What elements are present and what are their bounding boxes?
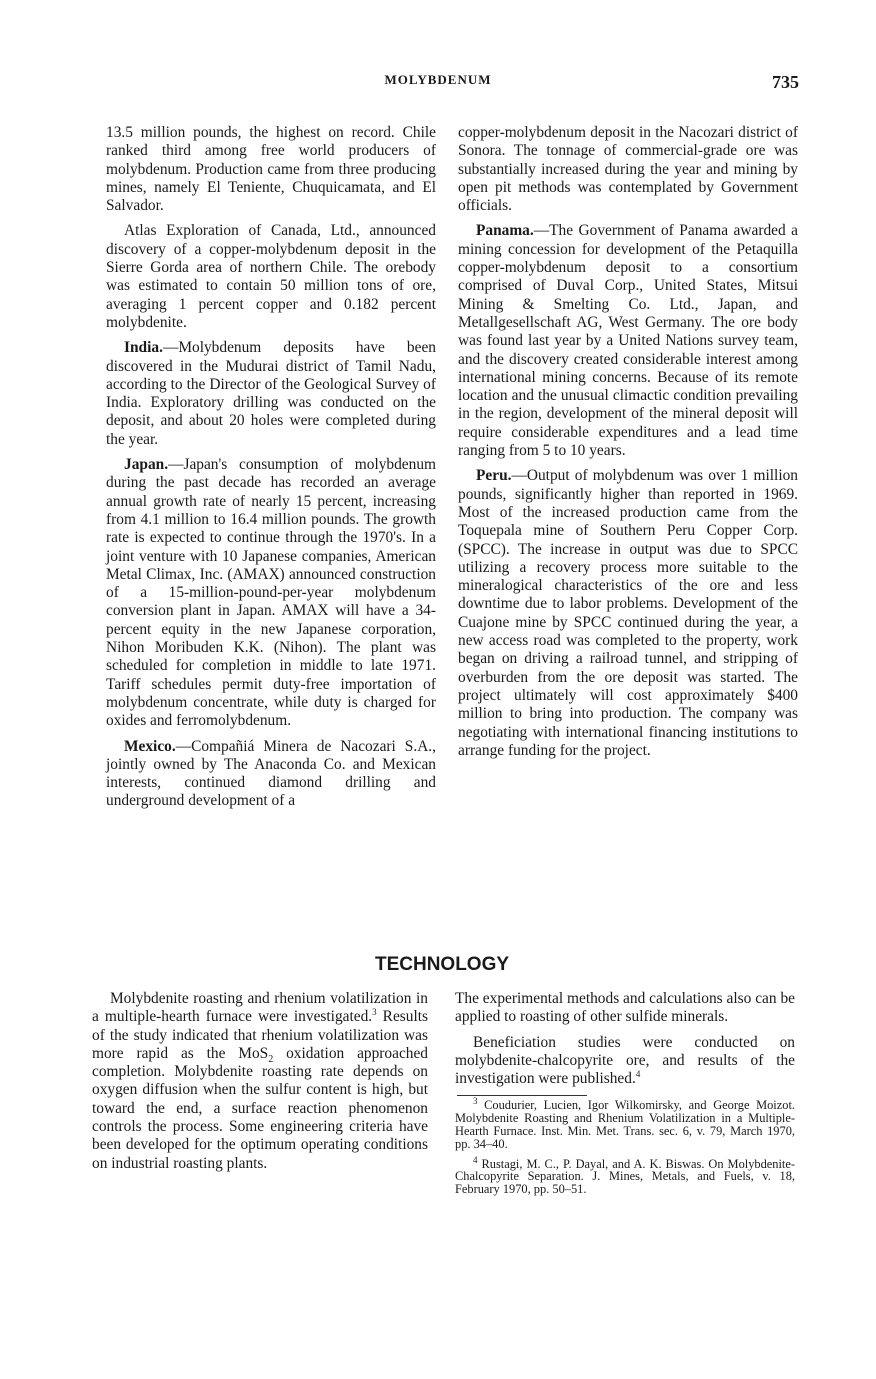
section-heading-technology: TECHNOLOGY (374, 954, 510, 975)
atlas-paragraph: Atlas Exploration of Canada, Ltd., announced discovery of a copper-molybdenum deposit in the Sierre Gorda area of northern Chile. The orebody was estimated to contain 50 million tons of ore, averaging 1 percent copper and 0.182 percent molybdenite. (106, 222, 436, 331)
footnote-3 (455, 1096, 795, 1151)
beneficiation-text: Beneficiation studies were conducted on molybdenite-chalcopyrite ore, and results of the investigation were published. (455, 1033, 795, 1088)
left-column-top (106, 124, 436, 818)
india-paragraph (106, 339, 436, 449)
peru-text: —Output of molybdenum was over 1 million pounds, significantly higher than reported in 1969. Most of the increased production came from the Toquepala mine of Southern Peru Copper Corp. (SPCC). The increase in output was due to SPCC utilizing a recovery process more suitable to the mineralogical characteristics of the ore and less downtime due to labor problems. Development of the Cuajone mine by SPCC continued during the year, a new access road was completed to the property, work began on driving a railroad tunnel, and stripping of overburden from the ore deposit was started. The project ultimately will cost approximately $400 million to bring into production. The company was negotiating with international financing institutions to arrange funding for the project. (458, 467, 798, 759)
footnote-3-text: Coudurier, Lucien, Igor Wilkomirsky, and George Moizot. Molybdenite Roasting and Rhenium Volatilization in a Multiple-Hearth Furnace. Inst. Min. Met. Trans. sec. 6, v. 79, March 1970, pp. 34–40. (455, 1098, 795, 1151)
mexico-heading: Mexico. (124, 737, 176, 755)
beneficiation-paragraph (455, 1034, 795, 1089)
footnote-ref-3: 3 (372, 1007, 377, 1018)
india-text: —Molybdenum deposits have been discovered in the Mudurai district of Tamil Nadu, according to the Director of the Geological Survey of India. Exploratory drilling was conducted on the deposit, and about 20 holes were completed during the year. (106, 339, 436, 448)
footnote-4 (455, 1154, 795, 1197)
roasting-text-b: Results of the study indicated that rhenium volatilization was more rapid as the MoS (92, 1008, 429, 1062)
mexico-text: —Compañiá Minera de Nacozari S.A., jointly owned by The Anaconda Co. and Mexican interests, continued diamond drilling and underground development of a (106, 737, 436, 810)
panama-heading: Panama. (476, 222, 534, 240)
left-column-bottom (92, 990, 428, 1180)
footnote-number-3: 3 (473, 1096, 478, 1107)
japan-paragraph (106, 456, 436, 730)
panama-text: —The Government of Panama awarded a mining concession for development of the Petaquilla copper-molybdenum deposit to a consortium comprised of Duval Corp., United States, Mitsui Mining & Smelting Co. Ltd., Japan, and Metallgesellschaft AG, West Germany. The ore body was found last year by a United Nations survey team, and the discovery created considerable interest among international mining concerns. Because of its remote location and the unusual climactic condition prevailing in the region, development of the mineral deposit will require considerable expenditures and a lead time ranging from 5 to 10 years. (458, 222, 798, 460)
footnote-number-4: 4 (473, 1154, 478, 1165)
panama-paragraph (458, 222, 798, 460)
right-column-bottom (455, 990, 795, 1203)
japan-heading: Japan. (124, 456, 169, 474)
roasting-paragraph (92, 990, 428, 1173)
footnote-ref-4: 4 (635, 1069, 641, 1080)
roasting-text-c: oxidation approached completion. Molybdenite roasting rate depends on oxygen diffusion when the sulfur content is high, but toward the end, a surface reaction phenomenon controls the process. Some engineering criteria have been developed for the optimum operating conditions on industrial roasting plants. (92, 1044, 429, 1172)
peru-paragraph (458, 467, 798, 760)
footnote-4-text: Rustagi, M. C., P. Dayal, and A. K. Biswas. On Molybdenite-Chalcopyrite Separation. J. Mines, Metals, and Fuels, v. 18, February 1970, pp. 50–51. (455, 1156, 795, 1197)
peru-heading: Peru. (476, 467, 512, 485)
right-column-top (458, 124, 798, 767)
japan-text: —Japan's consumption of molybdenum during the past decade has recorded an average annual growth rate of nearly 15 percent, increasing from 4.1 million to 16.4 million pounds. The growth rate is expected to continue through the 1970's. In a joint venture with 10 Japanese companies, American Metal Climax, Inc. (AMAX) announced construction of a 15-million-pound-per-year molybdenum conversion plant in Japan. AMAX will have a 34-percent equity in the new Japanese corporation, Nihon Moribuden K.K. (Nihon). The plant was scheduled for completion in middle to late 1971. Tariff schedules permit duty-free importation of molybdenum concentrate, while duty is charged for oxides and ferromolybdenum. (106, 456, 436, 730)
methods-paragraph: The experimental methods and calculations also can be applied to roasting of other sulfide minerals. (455, 990, 795, 1026)
mexico-paragraph (106, 738, 436, 811)
running-header: MOLYBDENUM (384, 72, 492, 87)
chile-paragraph: 13.5 million pounds, the highest on record. Chile ranked third among free world producers of molybdenum. Production came from three producing mines, namely El Teniente, Chuquicamata, and El Salvador. (106, 124, 436, 215)
subscript-2: 2 (268, 1053, 274, 1065)
mexico-continued-paragraph: copper-molybdenum deposit in the Nacozari district of Sonora. The tonnage of commercial-grade ore was substantially increased during the year and mining by open pit methods was contemplated by Government officials. (458, 124, 798, 215)
india-heading: India. (124, 339, 163, 357)
roasting-text-a: Molybdenite roasting and rhenium volatilization in a multiple-hearth furnace were investigated. (92, 990, 428, 1026)
page-number: 735 (772, 72, 799, 92)
